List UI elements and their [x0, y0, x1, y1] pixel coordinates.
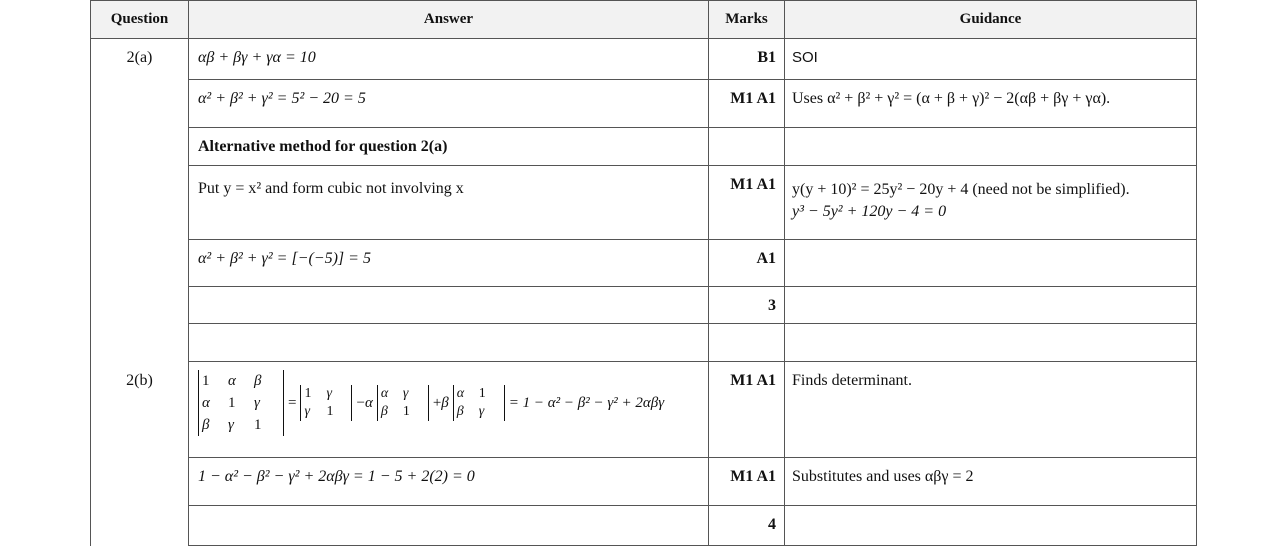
- header-answer: Answer: [189, 1, 709, 39]
- marks-cell: [709, 324, 785, 362]
- answer-cell: α² + β² + γ² = [−(−5)] = 5: [189, 240, 709, 287]
- table-row: [91, 362, 1197, 458]
- table-row: [91, 39, 1197, 80]
- marks-cell: M1 A1: [709, 362, 785, 458]
- guidance-cell: [785, 324, 1197, 362]
- minor-3: α 1 β γ: [453, 385, 505, 421]
- table-row: [91, 506, 1197, 546]
- question-label-2a: 2(a): [91, 39, 189, 80]
- question-label-2b: 2(b): [91, 362, 189, 458]
- minor-2: α γ β 1: [377, 385, 429, 421]
- matrix-3x3: 1 α β α 1 γ β γ 1: [198, 370, 284, 436]
- marks-cell: B1: [709, 39, 785, 80]
- mark-scheme-table: [90, 0, 1197, 546]
- alternative-method-heading: Alternative method for question 2(a): [189, 128, 709, 166]
- guidance-cell: [785, 166, 1197, 240]
- guidance-cell: [785, 240, 1197, 287]
- table-row: [91, 287, 1197, 324]
- answer-cell: [189, 287, 709, 324]
- guidance-cell: [785, 506, 1197, 546]
- answer-cell: αβ + βγ + γα = 10: [189, 39, 709, 80]
- marks-cell: M1 A1: [709, 80, 785, 128]
- marks-cell: A1: [709, 240, 785, 287]
- table-row: [91, 128, 1197, 166]
- header-marks: Marks: [709, 1, 785, 39]
- guidance-cell: [785, 287, 1197, 324]
- table-row: [91, 240, 1197, 287]
- guidance-line-2: y³ − 5y² + 120y − 4 = 0: [792, 203, 947, 220]
- table-row: [91, 458, 1197, 506]
- determinant-expansion: [189, 362, 709, 458]
- table-row: [91, 80, 1197, 128]
- header-guidance: Guidance: [785, 1, 1197, 39]
- marks-cell: M1 A1: [709, 166, 785, 240]
- answer-cell: 1 − α² − β² − γ² + 2αβγ = 1 − 5 + 2(2) = 0: [189, 458, 709, 506]
- determinant-result: = 1 − α² − β² − γ² + 2αβγ: [508, 394, 665, 411]
- answer-cell: α² + β² + γ² = 5² − 20 = 5: [189, 80, 709, 128]
- guidance-cell: Uses α² + β² + γ² = (α + β + γ)² − 2(αβ + βγ + γα).: [785, 80, 1197, 128]
- guidance-cell: Finds determinant.: [785, 362, 1197, 458]
- guidance-cell: SOI: [785, 39, 1197, 80]
- table-row: [91, 166, 1197, 240]
- table-row: [91, 324, 1197, 362]
- determinant-expression: 1 α β α 1 γ β γ 1 = 1 γ γ 1 −α α γ β 1 +β α 1 β γ = 1 − α² − β² − γ² + 2αβγ: [198, 370, 668, 436]
- answer-cell: [189, 506, 709, 546]
- header-row: [91, 1, 1197, 39]
- total-marks-cell: 4: [709, 506, 785, 546]
- answer-cell: Put y = x² and form cubic not involving x: [189, 166, 709, 240]
- marks-cell: M1 A1: [709, 458, 785, 506]
- answer-cell: [189, 324, 709, 362]
- marks-cell: [709, 128, 785, 166]
- total-marks-cell: 3: [709, 287, 785, 324]
- guidance-cell: Substitutes and uses αβγ = 2: [785, 458, 1197, 506]
- guidance-line-1: y(y + 10)² = 25y² − 20y + 4 (need not be simplified).: [792, 181, 1130, 198]
- guidance-cell: [785, 128, 1197, 166]
- header-question: Question: [91, 1, 189, 39]
- minor-1: 1 γ γ 1: [300, 385, 352, 421]
